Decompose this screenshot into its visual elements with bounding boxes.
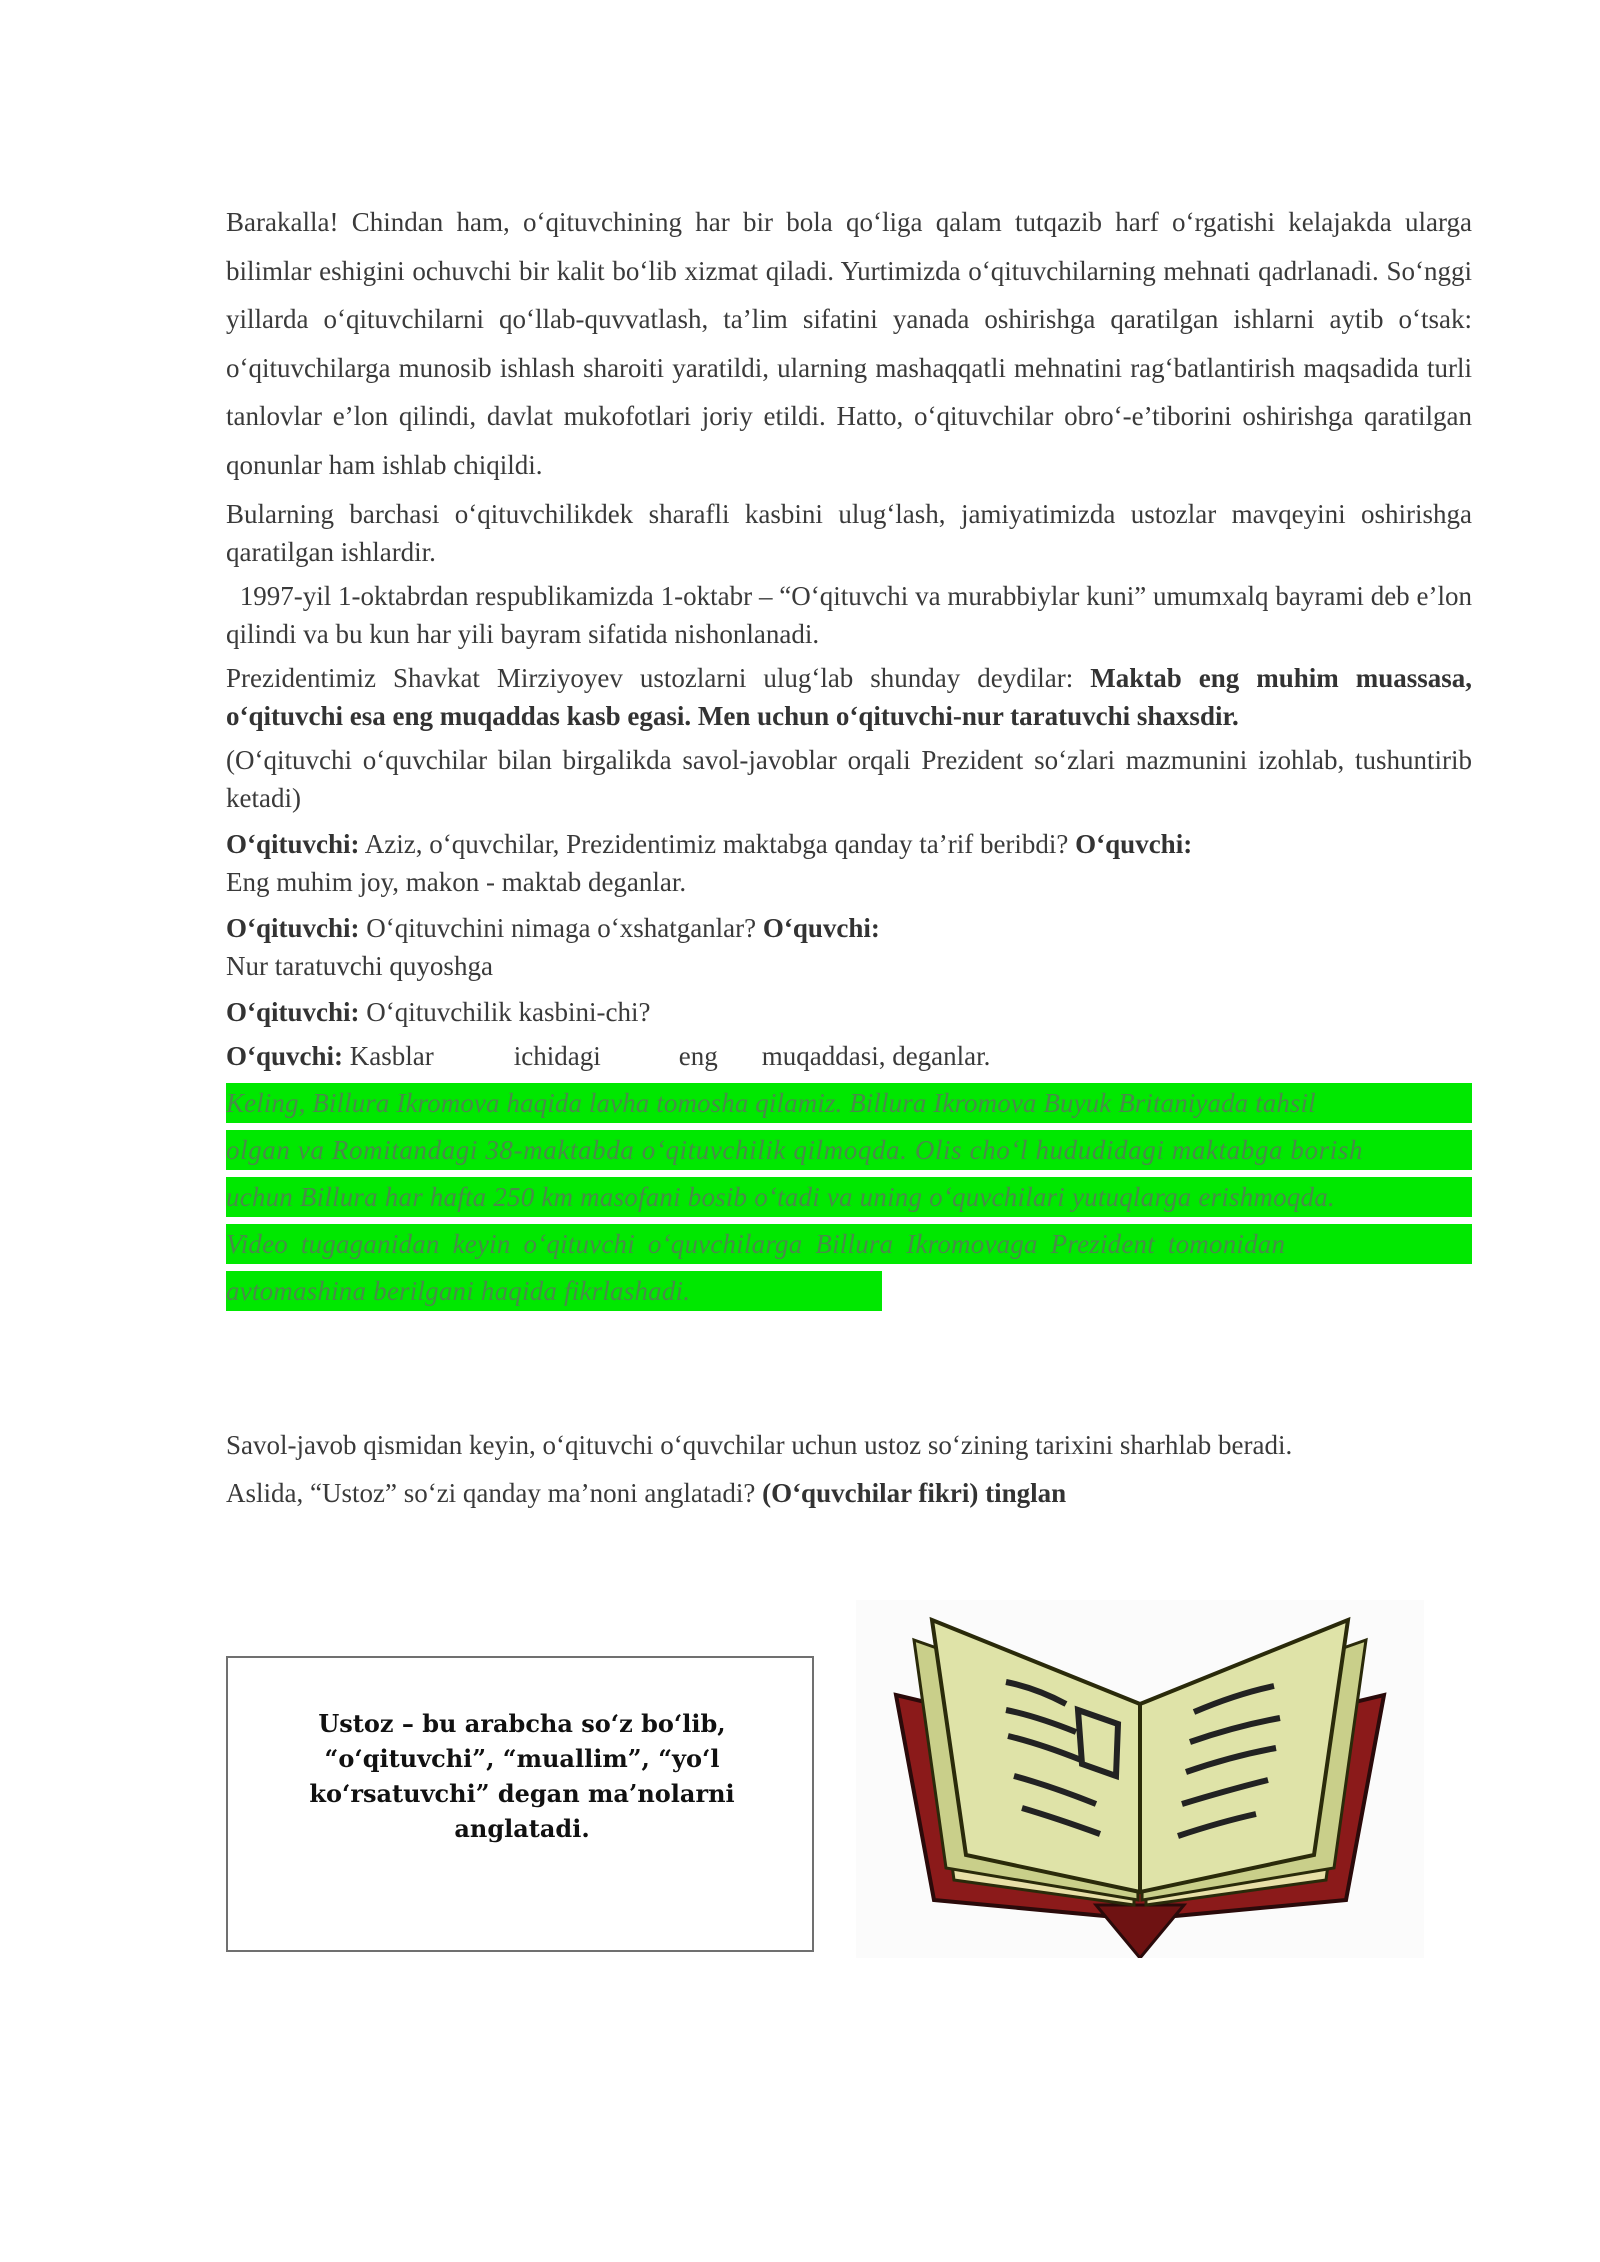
etymology-line-1: Savol-javob qismidan keyin, o‘qituvchi o‘quvchilar uchun ustoz so‘zining tarixini sharhlab beradi. bbox=[226, 1430, 1293, 1460]
highlight-line-4: Video tugaganidan keyin o‘qituvchi o‘quvchilarga Billura Ikromovaga Prezident tomonidan bbox=[226, 1224, 1472, 1264]
question-3: O‘qituvchilik kasbini-chi? bbox=[359, 997, 651, 1027]
paragraph-president bbox=[226, 659, 1472, 735]
etymology-instruction: (O‘quvchilar fikri) tinglan bbox=[762, 1478, 1067, 1508]
holiday-text: 1997-yil 1-oktabrdan respublikamizda 1-oktabr – “O‘qituvchi va murabbiylar kuni” umumxalq bayrami deb e’lon qilindi va bu kun har yili bayram sifatida nishonlanadi. bbox=[226, 581, 1479, 649]
document-page bbox=[226, 198, 1479, 1517]
teacher-label: O‘qituvchi: bbox=[226, 829, 360, 859]
definition-box bbox=[226, 1656, 814, 1952]
highlight-line-5: avtomashina berilgani haqida fikrlashadi. bbox=[226, 1271, 882, 1311]
president-intro: Prezidentimiz Shavkat Mirziyoyev ustozlarni ulug‘lab shunday deydilar: bbox=[226, 663, 1091, 693]
figure-row bbox=[226, 1600, 1472, 1960]
student-label: O‘quvchi: bbox=[226, 1041, 344, 1071]
answer-3-word-2: ichidagi bbox=[513, 1041, 601, 1071]
answer-3-word-3: eng bbox=[678, 1041, 718, 1071]
dialogue-3 bbox=[226, 993, 1472, 1031]
highlight-line-2: olgan va Romitandagi 38-maktabda o‘qituvchilik qilmoqda. Olis cho‘l hududidagi maktabga borish bbox=[226, 1130, 1472, 1170]
answer-3-word-4: muqaddasi, deganlar. bbox=[761, 1041, 991, 1071]
president-quote: Maktab eng muhim muassasa, o‘qituvchi esa eng muqaddas kasb egasi. Men uchun o‘qituvchi-nur taratuvchi shaxsdir. bbox=[226, 663, 1472, 731]
highlight-line-3: uchun Billura har hafta 250 km masofani bosib o‘tadi va uning o‘quvchilari yutuqlarga erishmoqda. bbox=[226, 1177, 1472, 1217]
question-2: O‘qituvchini nimaga o‘xshatganlar? bbox=[359, 913, 763, 943]
paragraph-note: (O‘qituvchi o‘quvchilar bilan birgalikda savol-javoblar orqali Prezident so‘zlari mazmunini izohlab, tushuntirib ketadi) bbox=[226, 745, 1472, 813]
dialogue-2 bbox=[226, 909, 1472, 985]
teacher-label: O‘qituvchi: bbox=[226, 997, 360, 1027]
teacher-label: O‘qituvchi: bbox=[226, 913, 360, 943]
highlighted-paragraph bbox=[226, 1083, 1472, 1311]
dialogue-1 bbox=[226, 825, 1472, 901]
answer-2: Nur taratuvchi quyoshga bbox=[226, 951, 493, 981]
paragraph-celebration: Bularning barchasi o‘qituvchilikdek sharafli kasbini ulug‘lash, jamiyatimizda ustozlar mavqeyini oshirishga qaratilgan ishlardir. bbox=[226, 499, 1472, 567]
definition-text: Ustoz – bu arabcha so‘z bo‘lib, “o‘qituvchi”, “muallim”, “yo‘l ko‘rsatuvchi” degan ma’nolarni anglatadi. bbox=[309, 1709, 735, 1843]
paragraph-etymology bbox=[226, 1421, 1472, 1517]
answer-3-word-1: Kasblar bbox=[343, 1041, 434, 1071]
paragraph-holiday bbox=[226, 577, 1479, 653]
answer-1: Eng muhim joy, makon - maktab deganlar. bbox=[226, 867, 687, 897]
open-book-illustration bbox=[856, 1600, 1424, 1958]
dialogue-3-answer bbox=[226, 1037, 1472, 1075]
question-1: Aziz, o‘quvchilar, Prezidentimiz maktabga qanday ta’rif beribdi? bbox=[359, 829, 1076, 859]
etymology-question: Aslida, “Ustoz” so‘zi qanday ma’noni anglatadi? bbox=[226, 1478, 763, 1508]
open-book-icon bbox=[856, 1600, 1424, 1958]
intro-paragraph: Barakalla! Chindan ham, o‘qituvchining har bir bola qo‘liga qalam tutqazib harf o‘rgatishi kelajakda ularga bilimlar eshigini ochuvchi bir kalit bo‘lib xizmat qiladi. Yurtimizda o‘qituvchilarning mehnati qadrlanadi. So‘nggi yillarda o‘qituvchilarni qo‘llab-quvvatlash, ta’lim sifatini yanada oshirishga qaratilgan ishlarni aytib o‘tsak: o‘qituvchilarga munosib ishlash sharoiti yaratildi, ularning mashaqqatli mehnatini rag‘batlantirish maqsadida turli tanlovlar e’lon qilindi, davlat mukofotlari joriy etildi. Hatto, o‘qituvchilar obro‘-e’tiborini oshirishga qaratilgan qonunlar ham ishlab chiqildi. bbox=[226, 207, 1472, 480]
student-label: O‘quvchi: bbox=[1075, 829, 1193, 859]
highlight-line-1: Keling, Billura Ikromova haqida lavha tomosha qilamiz. Billura Ikromova Buyuk Britaniyada tahsil bbox=[226, 1083, 1472, 1123]
student-label: O‘quvchi: bbox=[762, 913, 880, 943]
